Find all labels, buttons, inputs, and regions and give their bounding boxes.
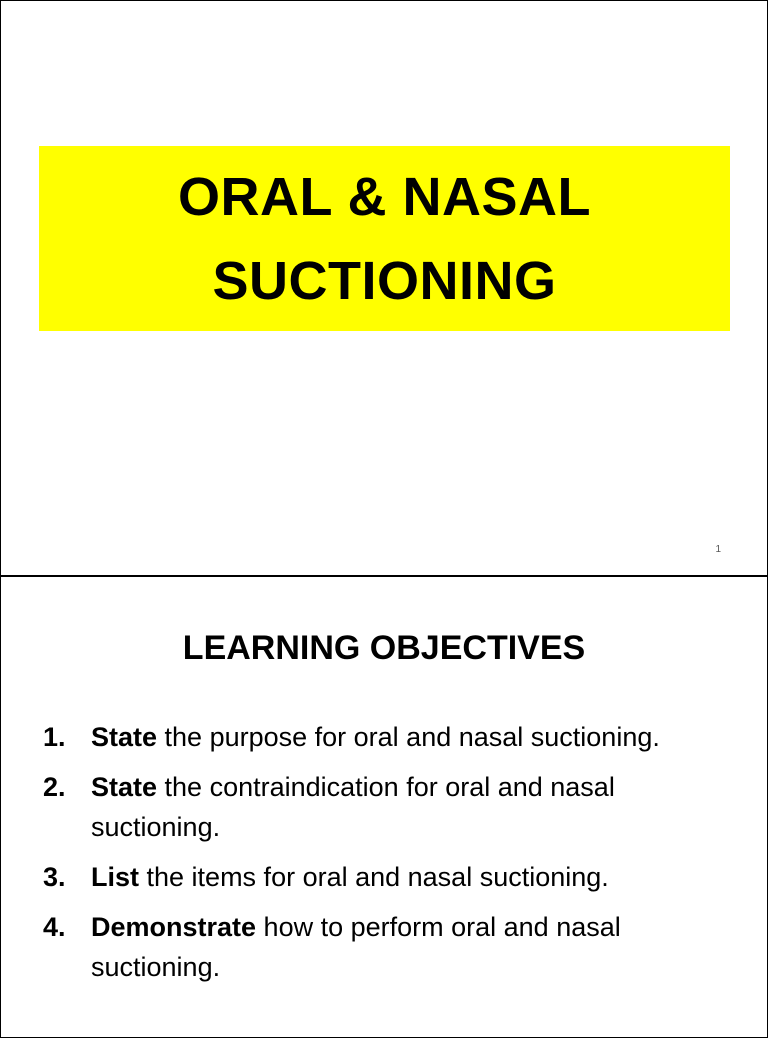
objective-text: how to perform oral and nasal suctioning. bbox=[91, 912, 621, 982]
objective-item bbox=[43, 717, 743, 757]
objective-text: the contraindication for oral and nasal suctioning. bbox=[91, 772, 615, 842]
objective-text: the items for oral and nasal suctioning. bbox=[139, 862, 609, 892]
objective-item bbox=[43, 767, 743, 847]
title-line-2: SUCTIONING bbox=[212, 250, 557, 311]
objective-item bbox=[43, 907, 743, 987]
objective-verb: List bbox=[91, 862, 140, 892]
objectives-list bbox=[43, 717, 743, 997]
objective-verb: Demonstrate bbox=[91, 912, 257, 942]
objective-item bbox=[43, 857, 743, 897]
objective-number: 3. bbox=[43, 862, 66, 892]
slide-number: 1 bbox=[715, 544, 721, 555]
slide-learning-objectives bbox=[0, 576, 768, 1038]
objective-number: 4. bbox=[43, 912, 66, 942]
objective-text: the purpose for oral and nasal suctioning. bbox=[157, 722, 660, 752]
objective-number: 2. bbox=[43, 772, 66, 802]
objectives-heading: LEARNING OBJECTIVES bbox=[182, 629, 586, 667]
objective-verb: State bbox=[91, 772, 158, 802]
title-banner bbox=[39, 146, 730, 331]
title-line-1: ORAL & NASAL bbox=[177, 166, 591, 227]
objective-number: 1. bbox=[43, 722, 66, 752]
objective-verb: State bbox=[91, 722, 158, 752]
